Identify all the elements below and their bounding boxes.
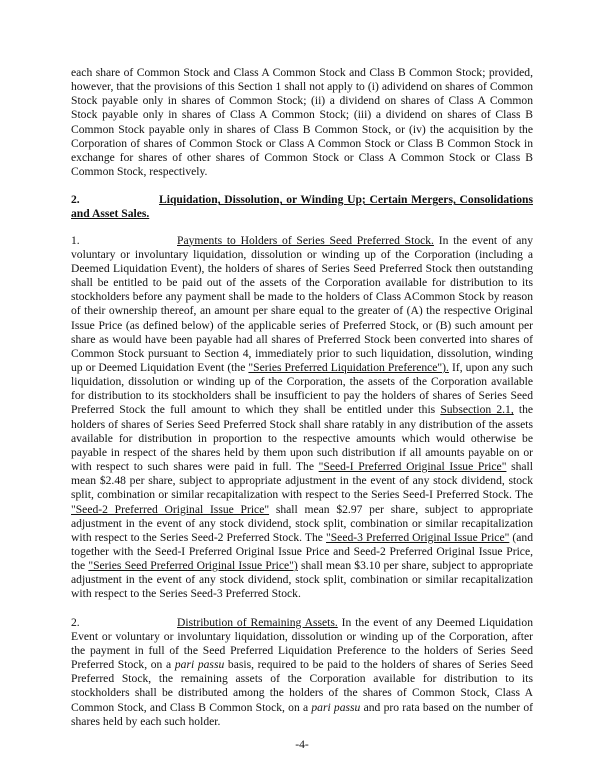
page-number: -4-	[295, 738, 309, 751]
body-text: shall mean $3.10 per share, subject to appropriate adjustment in the event of any stock dividend, stock split, combination or similar recapitalization with respect to the Series Seed-3 Preferred Stock.	[71, 559, 534, 601]
subsection-number: 2.	[71, 615, 80, 629]
body-text: In the event of any voluntary or involuntary liquidation, dissolution or winding up of the Corporation (including a Deemed Liquidation Event), the holders of shares of Series Seed Preferred Stock then outstanding shall be entitled to be paid out of the assets of the Corporation available for distribution to its stockholders before any payment shall be made to the holders of Class ACommon Stock by reason of their ownership thereof, an amount per share equal to the greater of (A) the respective Original Issue Price (as defined below) of the applicable series of Preferred Stock, or (B) such amount per share as would have been payable had all shares of Preferred Stock been converted into shares of Common Stock pursuant to Section 4, immediately prior to such liquidation, dissolution, winding up or Deemed Liquidation Event (the	[71, 233, 533, 374]
italic-term: pari passu	[311, 700, 361, 714]
defined-term: "Series Seed Preferred Original Issue Price")	[88, 559, 298, 573]
defined-term: "Series Preferred Liquidation Preference").	[248, 360, 449, 374]
section-heading	[71, 193, 533, 221]
body-text: shall mean $2.48 per share, subject to appropriate adjustment in the event of any stock dividend, stock split, combination or similar recapitalization with respect to the Series Seed-I Preferred Stock. The	[71, 460, 533, 502]
defined-term: "Seed-I Preferred Original Issue Price"	[318, 460, 507, 474]
subsection-payments	[71, 234, 533, 602]
body-text: (and together with the Seed-I Preferred Original Issue Price and Seed-2 Preferred Original Issue Price, the	[71, 530, 534, 573]
defined-term: "Seed-2 Preferred Original Issue Price"	[71, 502, 270, 516]
section-title: Liquidation, Dissolution, or Winding Up; Certain Mergers, Consolidations and Asset Sales.	[71, 193, 533, 221]
body-text: shall mean $2.97 per share, subject to appropriate adjustment in the event of any stock dividend, stock split, combination or similar recapitalization with respect to the Series Seed-2 Preferred Stock. The	[71, 502, 533, 544]
document-page	[71, 66, 533, 743]
cross-reference: Subsection 2.1,	[440, 403, 514, 417]
subsection-number: 1.	[71, 233, 80, 247]
italic-term: pari passu	[174, 658, 225, 672]
body-text: the holders of shares of Series Seed Preferred Stock shall share ratably in any distribution of the assets available for distribution in proportion to the respective amounts which would otherwise be payable in respect of the shares held by them upon such distribution if all amounts payable on or with respect to such shares were paid in full. The	[71, 403, 534, 474]
body-text: In the event of any Deemed Liquidation Event or voluntary or involuntary liquidation, dissolution or winding up of the Corporation, after the payment in full of the Seed Preferred Liquidation Preference to the holders of Series Seed Preferred Stock, on a	[71, 615, 533, 672]
body-text: basis, required to be paid to the holders of shares of Series Seed Preferred Stock, the remaining assets of the Corporation available for distribution to its stockholders shall be distributed among the holders of the shares of Common Stock, Class A Common Stock, and Class B Common Stock, on a	[71, 658, 533, 714]
body-text: and pro rata based on the number of shares held by each such holder.	[71, 700, 534, 728]
section-number: 2.	[71, 193, 80, 207]
subsection-title: Distribution of Remaining Assets.	[177, 615, 338, 629]
body-text: If, upon any such liquidation, dissolution or winding up of the Corporation, the assets of the Corporation available for distribution to its stockholders shall be insufficient to pay the holders of shares of Series Seed Preferred Stock the full amount to which they shall be entitled under this	[71, 360, 533, 417]
continued-paragraph: each share of Common Stock and Class A Common Stock and Class B Common Stock; provided, however, that the provisions of this Section 1 shall not apply to (i) adividend on shares of Common Stock payable only in shares of Common Stock; (ii) a dividend on shares of Class A Common Stock payable only in shares of Class A Common Stock; (iii) a dividend on shares of Class B Common Stock payable only in shares of Class B Common Stock, or (iv) the acquisition by the Corporation of shares of Common Stock or Class A Common Stock or Class B Common Stock in exchange for shares of other shares of Common Stock or Class A Common Stock or Class B Common Stock, respectively.	[71, 66, 533, 179]
subsection-remaining-assets	[71, 616, 533, 729]
defined-term: "Seed-3 Preferred Original Issue Price"	[326, 530, 510, 544]
subsection-title: Payments to Holders of Series Seed Preferred Stock.	[177, 233, 434, 247]
